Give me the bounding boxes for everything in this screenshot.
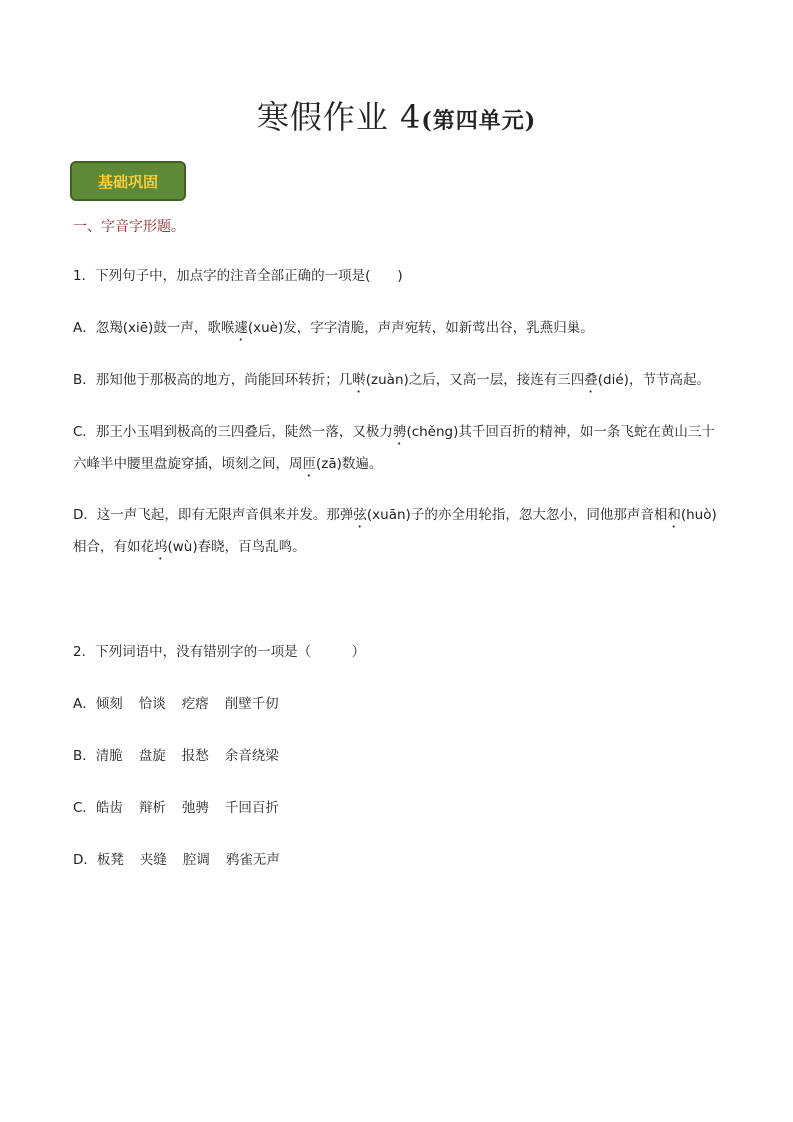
question-1-option-d-line1 <box>73 499 733 531</box>
question-1-option-b <box>73 364 733 396</box>
option-word: 腔调 <box>182 852 210 868</box>
option-text: B．那知他于那极高的地方，尚能回环转折；几 <box>73 372 353 388</box>
option-word: 清脆 <box>95 748 123 764</box>
option-text: (xuè)发，字字清脆，声声宛转，如新莺出谷，乳燕归巢。 <box>247 320 594 336</box>
question-1-option-d-line2 <box>73 531 733 563</box>
dotted-char: 叠 <box>584 372 598 388</box>
question-2-option-c <box>73 792 733 824</box>
option-letter: D． <box>73 852 97 868</box>
option-letter: A． <box>73 696 96 712</box>
option-word: 盘旋 <box>138 748 166 764</box>
page-title <box>0 92 793 138</box>
title-sub: (第四单元) <box>421 108 537 134</box>
title-main: 寒假作业 4 <box>256 98 422 136</box>
option-word: 削壁千仞 <box>224 696 279 712</box>
option-word: 夹缝 <box>139 852 167 868</box>
question-2-option-a <box>73 688 733 720</box>
dotted-char: 匝 <box>302 456 316 472</box>
option-text: C．那王小玉唱到极高的三四叠后，陡然一落，又极力 <box>73 424 393 440</box>
question-1-stem: 1．下列句子中，加点字的注音全部正确的一项是( ) <box>73 268 403 284</box>
dotted-char: 骋 <box>392 424 407 440</box>
question-1-option-c-line2 <box>73 448 733 480</box>
question-1-option-a <box>73 312 733 344</box>
option-word: 千回百折 <box>224 800 279 816</box>
option-word: 鸦雀无声 <box>225 852 280 868</box>
option-text: 六峰半中腰里盘旋穿插，顷刻之间，周 <box>73 456 303 472</box>
option-word: 皓齿 <box>95 800 123 816</box>
option-word: 辩析 <box>138 800 166 816</box>
option-text: (xuān)子的亦全用轮指，忽大忽小，同他那声音相 <box>366 507 668 523</box>
option-text: (huò) <box>680 507 717 523</box>
section-heading: 一、字音字形题。 <box>73 219 185 235</box>
dotted-char: 弦 <box>353 507 367 523</box>
option-text: A．忽羯(xiē)鼓一声，歌喉 <box>73 320 235 336</box>
question-2-stem: 2．下列词语中，没有错别字的一项是（ ） <box>73 644 366 660</box>
option-word: 倾刻 <box>95 696 123 712</box>
option-letter: C． <box>73 800 96 816</box>
option-text: (wù)春晓，百鸟乱鸣。 <box>167 539 306 555</box>
dotted-char: 坞 <box>154 539 168 555</box>
option-word: 恰谈 <box>138 696 166 712</box>
option-letter: B． <box>73 748 96 764</box>
option-word: 弛骋 <box>181 800 209 816</box>
option-word: 余音绕梁 <box>224 748 279 764</box>
dotted-char: 遽 <box>234 320 248 336</box>
option-word: 板凳 <box>96 852 124 868</box>
option-word: 报愁 <box>181 748 209 764</box>
section-badge: 基础巩固 <box>70 161 186 201</box>
option-text: 相合，有如花 <box>73 539 154 555</box>
question-2-option-d <box>73 844 733 876</box>
option-text: D．这一声飞起，即有无限声音俱来并发。那弹 <box>73 507 354 523</box>
dotted-char: 啭 <box>352 372 366 388</box>
option-text: (zuàn)之后，又高一层，接连有三四 <box>365 372 585 388</box>
option-text: (zā)数遍。 <box>316 456 383 472</box>
option-text: (dié)，节节高起。 <box>597 372 710 388</box>
option-text: (chěng)其千回百折的精神，如一条飞蛇在黄山三十 <box>406 424 715 440</box>
question-2-option-b <box>73 740 733 772</box>
dotted-char: 和 <box>667 507 681 523</box>
option-word: 疙瘩 <box>181 696 209 712</box>
question-1-option-c-line1 <box>73 416 733 448</box>
